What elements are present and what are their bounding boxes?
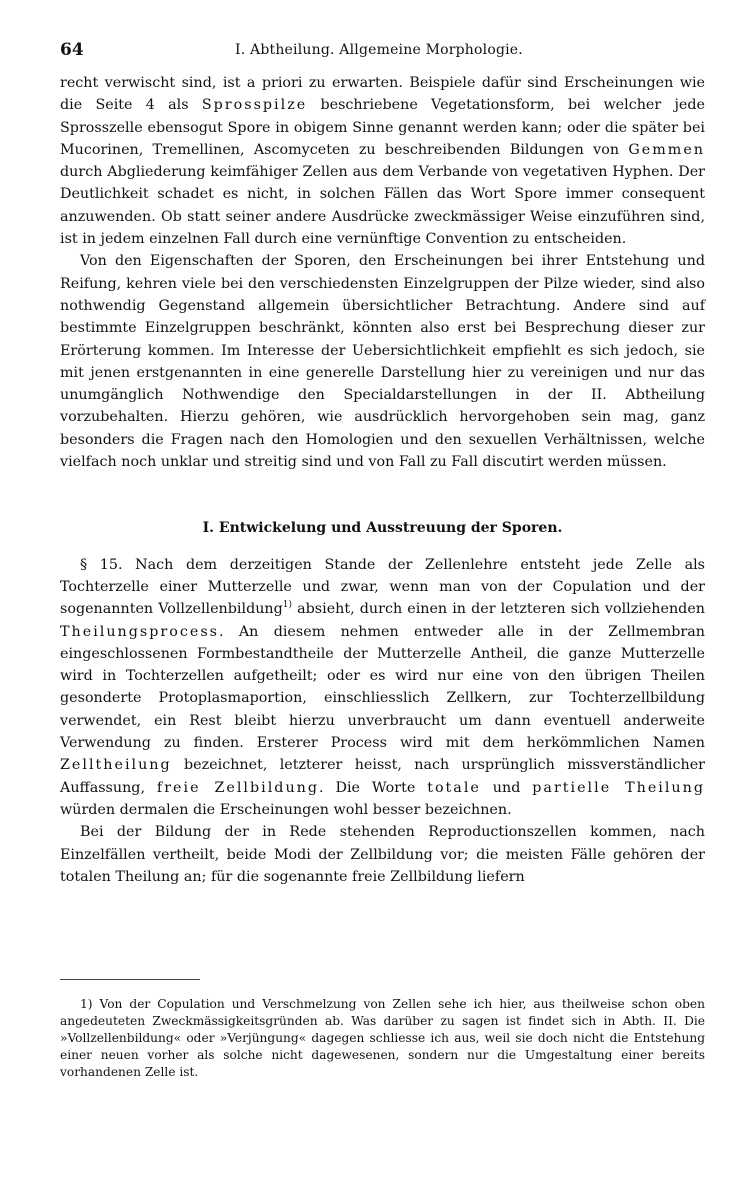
paragraph-3 — [60, 554, 705, 822]
footnote-mark: 1) — [80, 997, 93, 1011]
paragraph-1 — [60, 72, 705, 250]
term-gemmen: Gemmen — [628, 141, 705, 158]
running-title: I. Abtheilung. Allgemeine Morphologie. — [235, 42, 523, 58]
paragraph-4: Bei der Bildung der in Rede stehenden Reproductionszellen kommen, nach Einzelfällen vertheilt, beide Modi der Zellbildung vor; die meisten Fälle gehören der totalen Theilung an; für die sogenannte freie Zellbildung liefern — [60, 824, 705, 885]
footnote-reference[interactable]: 1) — [282, 600, 293, 611]
term-totale: totale — [427, 779, 481, 796]
term-partielle-theilung: partielle Theilung — [532, 779, 705, 796]
term-zelltheilung: Zelltheilung — [60, 757, 172, 774]
paragraph-3-text-f: bezeichnet, letzterer heisst, nach ursprünglich missverständlicher Auffassung, — [60, 757, 705, 796]
paragraph-3-text-a: § 15. Nach dem derzeitigen Stande der Zellenlehre entsteht jede Zelle als Tochterzelle einer Mutterzelle und zwar, wenn man von der Copulation und der sogenannten Vollzellenbildung — [60, 556, 705, 618]
term-freie-zellbildung: freie Zellbildung — [156, 779, 320, 796]
section-heading: I. Entwickelung und Ausstreuung der Sporen. — [202, 520, 563, 537]
term-sprosspilze: Sprosspilze — [201, 97, 308, 114]
paragraph-3-text-h: . Die Worte — [319, 779, 428, 796]
footnote-text: Von der Copulation und Verschmelzung von Zellen sehe ich hier, aus theilweise schon oben angedeuteten Zweckmässigkeitsgründen ab. Was darüber zu sagen ist findet sich in Abth. II. Die »Vollzellenbildung« oder »Verjüngung« dagegen schliesse ich aus, weil sie doch nicht die Entstehung einer neuen vorher als solche nicht dagewesenen, sondern nur die Umgestaltung einer bereits vorhandenen Zelle ist. — [60, 997, 705, 1079]
paragraph-1-text-c: beschriebene Vegetationsform, bei welcher jede Sprosszelle ebensogut Spore in obigem Sinne genannt werden kann; oder die später bei Mucorinen, Tremellinen, Ascomyceten zu beschreibenden Bildungen von — [60, 97, 706, 158]
paragraph-3-text-b: absieht, durch einen in der letzteren sich vollziehenden — [292, 601, 705, 618]
footnote-divider — [60, 979, 200, 980]
paragraph-3-text-l: würden dermalen die Erscheinungen wohl besser bezeichnen. — [60, 801, 512, 818]
paragraph-3-text-j: und — [480, 779, 533, 796]
footnote — [60, 996, 705, 1081]
paragraph-3-text-d: . An diesem nehmen entweder alle in der Zellmembran eingeschlossenen Formbestandtheile der Mutterzelle Antheil, die ganze Mutterzelle wird in Tochterzellen aufgetheilt; oder es wird nur eine von den übrigen Theilen gesonderte Protoplasmaportion, einschliesslich Zellkern, zur Tochterzellbildung verwendet, ein Rest bleibt hierzu unverbraucht um dann eventuell anderweite Verwendung zu finden. Ersterer Process wird mit dem herkömmlichen Namen — [60, 623, 705, 752]
paragraph-1-text-e: durch Abgliederung keimfähiger Zellen aus dem Verbande von vegetativen Hyphen. Der Deutlichkeit schadet es nicht, in solchen Fällen das Wort Spore immer consequent anzuwenden. Ob statt seiner andere Ausdrücke zweckmässiger Weise einzuführen sind, ist in jedem einzelnen Fall durch eine vernünftige Convention zu entscheiden. — [60, 164, 705, 248]
page-header — [60, 40, 699, 64]
body-text — [60, 72, 705, 888]
term-theilungsprocess: Theilungsprocess — [60, 623, 219, 640]
paragraph-2: Von den Eigenschaften der Sporen, den Erscheinungen bei ihrer Entstehung und Reifung, kehren viele bei den verschiedensten Einzelgruppen der Pilze wieder, sind also nothwendig Gegenstand allgemein übersichtlicher Betrachtung. Andere sind auf bestimmte Einzelgruppen beschränkt, könnten also erst bei Besprechung dieser zur Erörterung kommen. Im Interesse der Uebersichtlichkeit empfiehlt es sich jedoch, sie mit jenen erstgenannten in eine generelle Darstellung hier zu vereinigen und nur das unumgänglich Nothwendige den Specialdarstellungen in der II. Abtheilung vorzubehalten. Hierzu gehören, wie ausdrücklich hervorgehoben sein mag, ganz besonders die Fragen nach den Homologien und den sexuellen Verhältnissen, welche vielfach noch unklar und streitig sind und von Fall zu Fall discutirt werden müssen. — [60, 253, 705, 471]
page-number: 64 — [60, 40, 84, 60]
paragraph-1-text-a: recht verwischt sind, ist a priori zu erwarten. Beispiele dafür sind Erscheinungen wie die Seite 4 als — [60, 75, 705, 114]
